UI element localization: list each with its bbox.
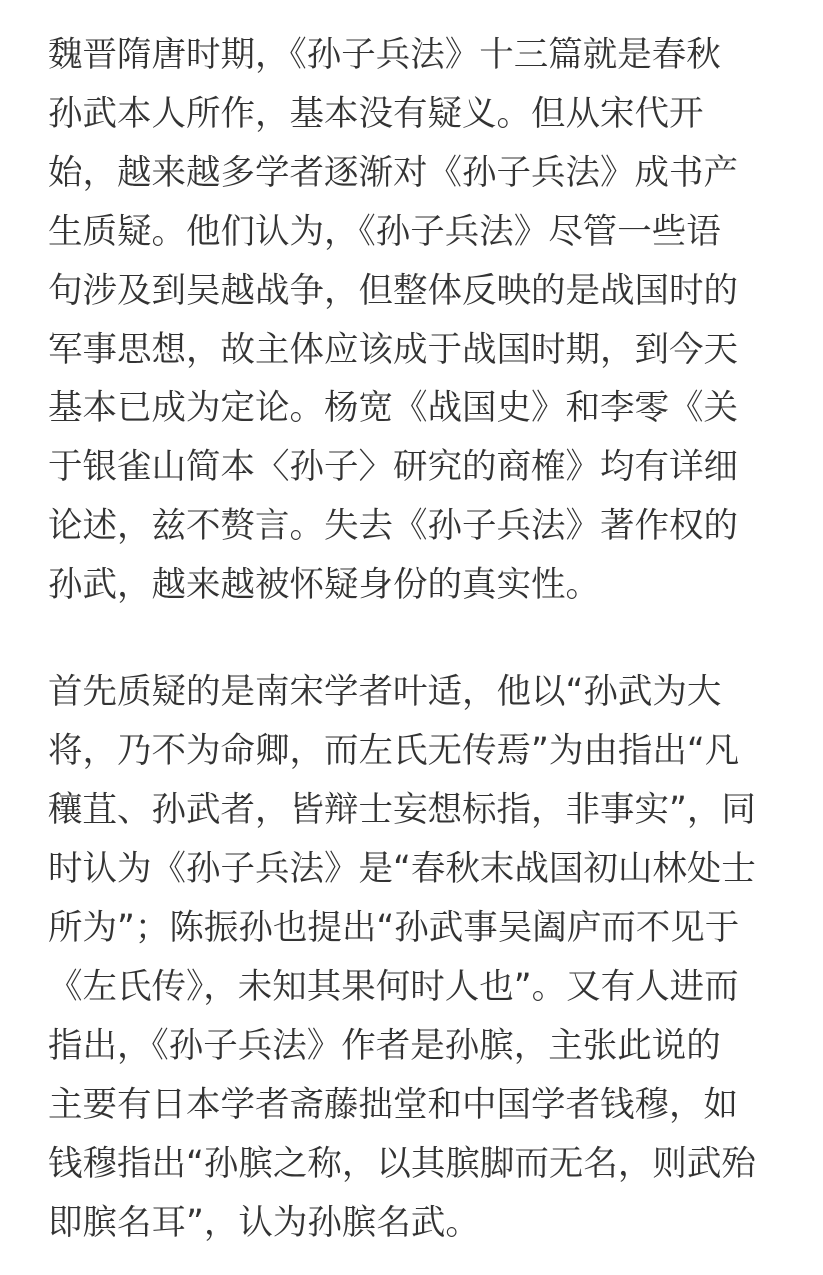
text-line: 孙武，越来越被怀疑身份的真实性。 (48, 565, 600, 605)
text-line: 句涉及到吴越战争，但整体反映的是战国时的 (48, 271, 738, 311)
text-line: 主要有日本学者斋藤拙堂和中国学者钱穆，如 (48, 1085, 738, 1125)
text-line: 钱穆指出“孙膑之称，以其膑脚而无名，则武殆 (48, 1144, 756, 1184)
text-line: 孙武本人所作，基本没有疑义。但从宋代开 (48, 94, 704, 134)
text-line: 《左氏传》，未知其果何时人也”。又有人进而 (48, 967, 739, 1007)
text-line: 生质疑。他们认为，《孙子兵法》尽管一些语 (48, 212, 721, 252)
text-line: 即膑名耳”，认为孙膑名武。 (48, 1203, 480, 1243)
text-line: 指出，《孙子兵法》作者是孙膑，主张此说的 (48, 1026, 721, 1066)
text-line: 军事思想，故主体应该成于战国时期，到今天 (48, 330, 738, 370)
text-line: 论述，兹不赘言。失去《孙子兵法》著作权的 (48, 506, 738, 546)
text-line: 基本已成为定论。杨宽《战国史》和李零《关 (48, 388, 738, 428)
text-line: 时认为《孙子兵法》是“春秋末战国初山林处士 (48, 849, 756, 889)
text-line: 始，越来越多学者逐渐对《孙子兵法》成书产 (48, 153, 738, 193)
text-line: 于银雀山简本〈孙子〉研究的商榷》均有详细 (48, 447, 738, 487)
text-line: 将，乃不为命卿，而左氏无传焉”为由指出“凡 (48, 731, 740, 771)
text-line: 首先质疑的是南宋学者叶适，他以“孙武为大 (48, 672, 722, 712)
text-line: 魏晋隋唐时期，《孙子兵法》十三篇就是春秋 (48, 35, 721, 75)
text-line: 穰苴、孙武者，皆辩士妄想标指，非事实”，同 (48, 790, 756, 830)
text-line: 所为”；陈振孙也提出“孙武事吴阖庐而不见于 (48, 908, 740, 948)
